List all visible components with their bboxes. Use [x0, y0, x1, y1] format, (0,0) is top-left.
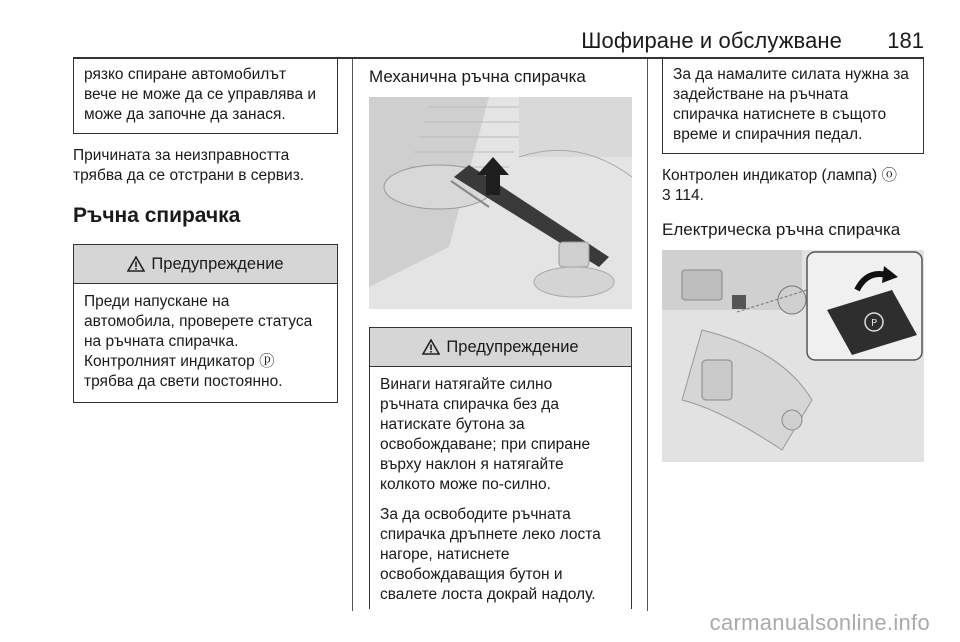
- warning-body-2: [370, 367, 631, 609]
- section-title-parking-brake: Ръчна спирачка: [73, 204, 241, 227]
- warning-heading: Предупреждение: [151, 254, 284, 273]
- warning-header-2: [370, 328, 631, 367]
- svg-text:P: P: [870, 318, 878, 329]
- column-2: [369, 59, 632, 609]
- running-header-title: Шофиране и обслужване: [581, 28, 842, 53]
- column-1: [73, 59, 338, 403]
- continued-note-box-3: За да намалите силата нужна за задействане на ръчната спирачка натиснете в същото време и спирачния педал.: [662, 59, 924, 154]
- warning-text-apply: Винаги натягайте силно ръчната спирачка без да натискате бутона за освобождаване; при спиране върху наклон я натягайте колкото може по-силно.: [380, 376, 591, 493]
- column-divider-1: [352, 59, 353, 611]
- warning-box-1: [73, 244, 338, 403]
- page-number: 181: [887, 28, 924, 53]
- subsection-title-mechanical: Механична ръчна спирачка: [369, 67, 586, 86]
- warning-heading-2: Предупреждение: [446, 337, 579, 356]
- warning-header: [74, 245, 337, 284]
- column-divider-2: [647, 59, 648, 611]
- continued-note-box: рязко спиране автомобилът вече не може да се управлява и може да започне да занася.: [73, 59, 338, 134]
- warning-text-release: За да освободите ръчната спирачка дръпнете леко лоста нагоре, натиснете освобождаващия бутон и свалете лоста докрай надолу.: [380, 506, 601, 603]
- warning-triangle-icon: [422, 339, 440, 355]
- watermark: carmanualsonline.info: [709, 610, 930, 635]
- subsection-title-electric: Електрическа ръчна спирачка: [662, 220, 901, 239]
- warning-triangle-icon: [127, 256, 145, 272]
- mechanical-handbrake-illustration: [369, 97, 632, 309]
- cause-paragraph: Причината за неизправността трябва да се отстрани в сервиз.: [73, 147, 305, 184]
- warning-box-2: [369, 327, 632, 609]
- column-3: [662, 59, 924, 462]
- warning-text: Преди напускане на автомобила, проверете статуса на ръчната спирачка. Контролният индикатор ⓟ трябва да свети постоянно.: [84, 293, 313, 390]
- indicator-reference: Контролен индикатор (лампа) ⓞ 3 114.: [662, 167, 897, 204]
- electric-parking-brake-illustration: [662, 250, 924, 462]
- epb-switch-drawing: [662, 250, 924, 462]
- handbrake-lever-drawing: [369, 97, 632, 309]
